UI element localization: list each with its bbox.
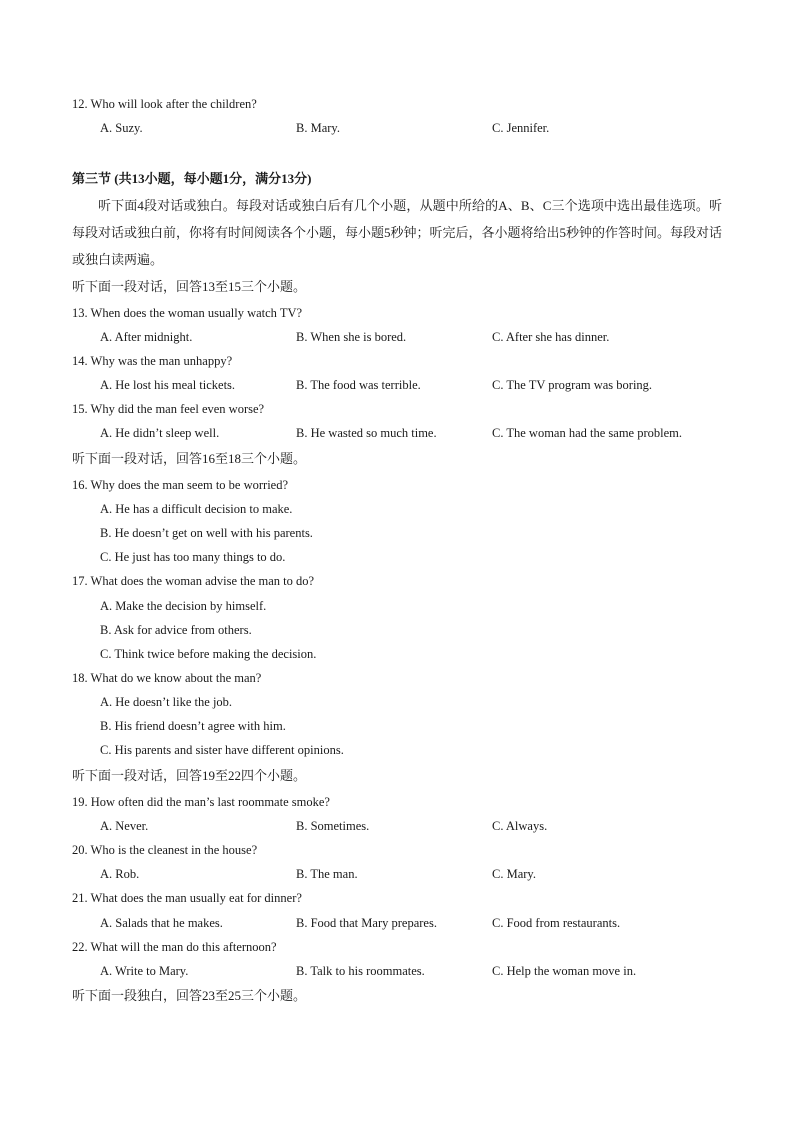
question-21-option-c: C. Food from restaurants. [492, 916, 621, 930]
question-22-option-b: B. Talk to his roommates. [296, 964, 425, 978]
question-12-option-b: B. Mary. [296, 121, 340, 135]
question-17-stem: 17. What does the woman advise the man to do? [72, 574, 315, 588]
question-18-option-c: C. His parents and sister have different opinions. [100, 743, 344, 757]
listening-instruction-2: 听下面一段对话，回答16至18三个小题。 [72, 451, 307, 466]
question-14-stem: 14. Why was the man unhappy? [72, 354, 233, 368]
question-20-option-b: B. The man. [296, 867, 358, 881]
question-18-option-a: A. He doesn’t like the job. [100, 695, 233, 709]
question-12-stem: 12. Who will look after the children? [72, 97, 257, 111]
question-19-option-c: C. Always. [492, 819, 548, 833]
question-20-stem: 20. Who is the cleanest in the house? [72, 843, 258, 857]
question-14-option-a: A. He lost his meal tickets. [100, 378, 236, 392]
question-16-option-a: A. He has a difficult decision to make. [100, 502, 293, 516]
question-21-stem: 21. What does the man usually eat for dinner? [72, 891, 302, 905]
question-22-option-c: C. Help the woman move in. [492, 964, 637, 978]
question-15-option-c: C. The woman had the same problem. [492, 426, 683, 440]
question-15-stem: 15. Why did the man feel even worse? [72, 402, 265, 416]
question-15-option-b: B. He wasted so much time. [296, 426, 437, 440]
question-19-option-a: A. Never. [100, 819, 149, 833]
question-13-option-a: A. After midnight. [100, 330, 193, 344]
listening-instruction-3: 听下面一段对话，回答19至22四个小题。 [72, 768, 307, 783]
listening-instruction-1: 听下面一段对话，回答13至15三个小题。 [72, 279, 307, 294]
question-16-option-c: C. He just has too many things to do. [100, 550, 286, 564]
question-13-option-b: B. When she is bored. [296, 330, 407, 344]
question-14-option-b: B. The food was terrible. [296, 378, 421, 392]
question-22-option-a: A. Write to Mary. [100, 964, 189, 978]
question-17-option-a: A. Make the decision by himself. [100, 599, 267, 613]
question-18-stem: 18. What do we know about the man? [72, 671, 262, 685]
question-12-option-c: C. Jennifer. [492, 121, 550, 135]
question-21-option-a: A. Salads that he makes. [100, 916, 223, 930]
question-13-stem: 13. When does the woman usually watch TV? [72, 306, 303, 320]
question-19-option-b: B. Sometimes. [296, 819, 370, 833]
question-19-stem: 19. How often did the man’s last roommate smoke? [72, 795, 330, 809]
question-13-option-c: C. After she has dinner. [492, 330, 610, 344]
question-17-option-b: B. Ask for advice from others. [100, 623, 252, 637]
section-3-title: 第三节 (共13小题，每小题1分，满分13分) [72, 171, 312, 186]
question-18-option-b: B. His friend doesn’t agree with him. [100, 719, 286, 733]
question-21-option-b: B. Food that Mary prepares. [296, 916, 437, 930]
question-17-option-c: C. Think twice before making the decision. [100, 647, 317, 661]
question-22-stem: 22. What will the man do this afternoon? [72, 940, 277, 954]
question-20-option-c: C. Mary. [492, 867, 536, 881]
question-16-stem: 16. Why does the man seem to be worried? [72, 478, 289, 492]
question-15-option-a: A. He didn’t sleep well. [100, 426, 220, 440]
section-3-intro: 听下面4段对话或独白。每段对话或独白后有几个小题，从题中所给的A、B、C三个选项中选出最佳选项。听每段对话或独白前，你将有时间阅读各个小题，每小题5秒钟；听完后，各小题将给出5秒钟的作答时间。每段对话或独白读两遍。 [72, 198, 723, 267]
question-16-option-b: B. He doesn’t get on well with his parents. [100, 526, 313, 540]
listening-instruction-4: 听下面一段独白，回答23至25三个小题。 [72, 988, 307, 1003]
question-14-option-c: C. The TV program was boring. [492, 378, 653, 392]
question-12-option-a: A. Suzy. [100, 121, 143, 135]
question-20-option-a: A. Rob. [100, 867, 140, 881]
